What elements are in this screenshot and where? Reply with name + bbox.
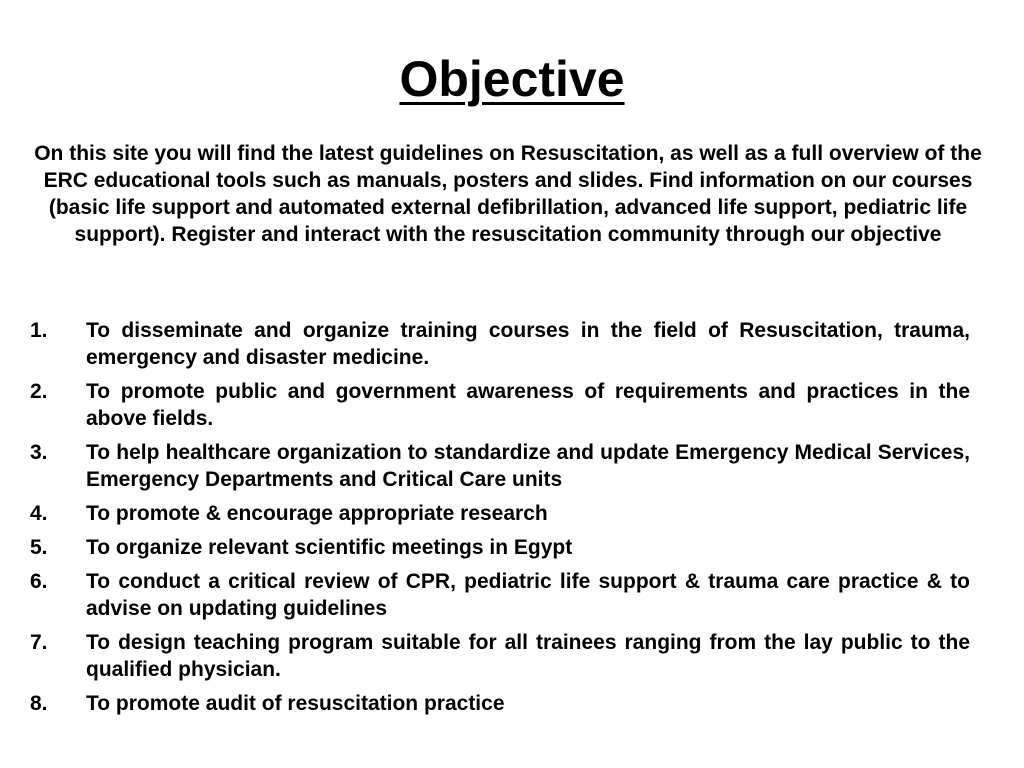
objective-text: To disseminate and organize training courses in the field of Resuscitation, trauma, emergency and disaster medicine. [86, 319, 970, 369]
intro-paragraph: On this site you will find the latest guidelines on Resuscitation, as well as a full overview of the ERC educational tools such as manuals, posters and slides. Find information on our courses (basic life support and automated external defibrillation, advanced life support, pediatric life support). Register and interact with the resuscitation community through our objective [34, 142, 982, 246]
objective-text: To design teaching program suitable for all trainees ranging from the lay public to the qualified physician. [86, 631, 970, 681]
objective-item [30, 534, 970, 561]
objective-text: To organize relevant scientific meetings in Egypt [86, 536, 573, 559]
objective-number: 1. [30, 319, 48, 342]
objective-number: 8. [30, 692, 48, 715]
objectives-list [30, 317, 970, 724]
objective-text: To promote public and government awareness of requirements and practices in the above fields. [86, 380, 970, 430]
objective-text: To promote audit of resuscitation practice [86, 692, 505, 715]
objective-text: To promote & encourage appropriate research [86, 502, 548, 525]
objective-number: 6. [30, 570, 48, 593]
objective-text: To help healthcare organization to standardize and update Emergency Medical Services, Emergency Departments and Critical Care units [86, 441, 970, 491]
objective-item [30, 629, 970, 683]
objective-number: 5. [30, 536, 48, 559]
objective-item [30, 439, 970, 493]
objective-item [30, 690, 970, 717]
objective-number: 2. [30, 380, 48, 403]
objective-number: 7. [30, 631, 48, 654]
objective-item [30, 317, 970, 371]
objective-number: 4. [30, 502, 48, 525]
slide-title: Objective [399, 51, 625, 107]
objective-item [30, 378, 970, 432]
objective-item [30, 500, 970, 527]
objective-number: 3. [30, 441, 48, 464]
objective-item [30, 568, 970, 622]
objective-text: To conduct a critical review of CPR, pediatric life support & trauma care practice & to advise on updating guidelines [86, 570, 970, 620]
